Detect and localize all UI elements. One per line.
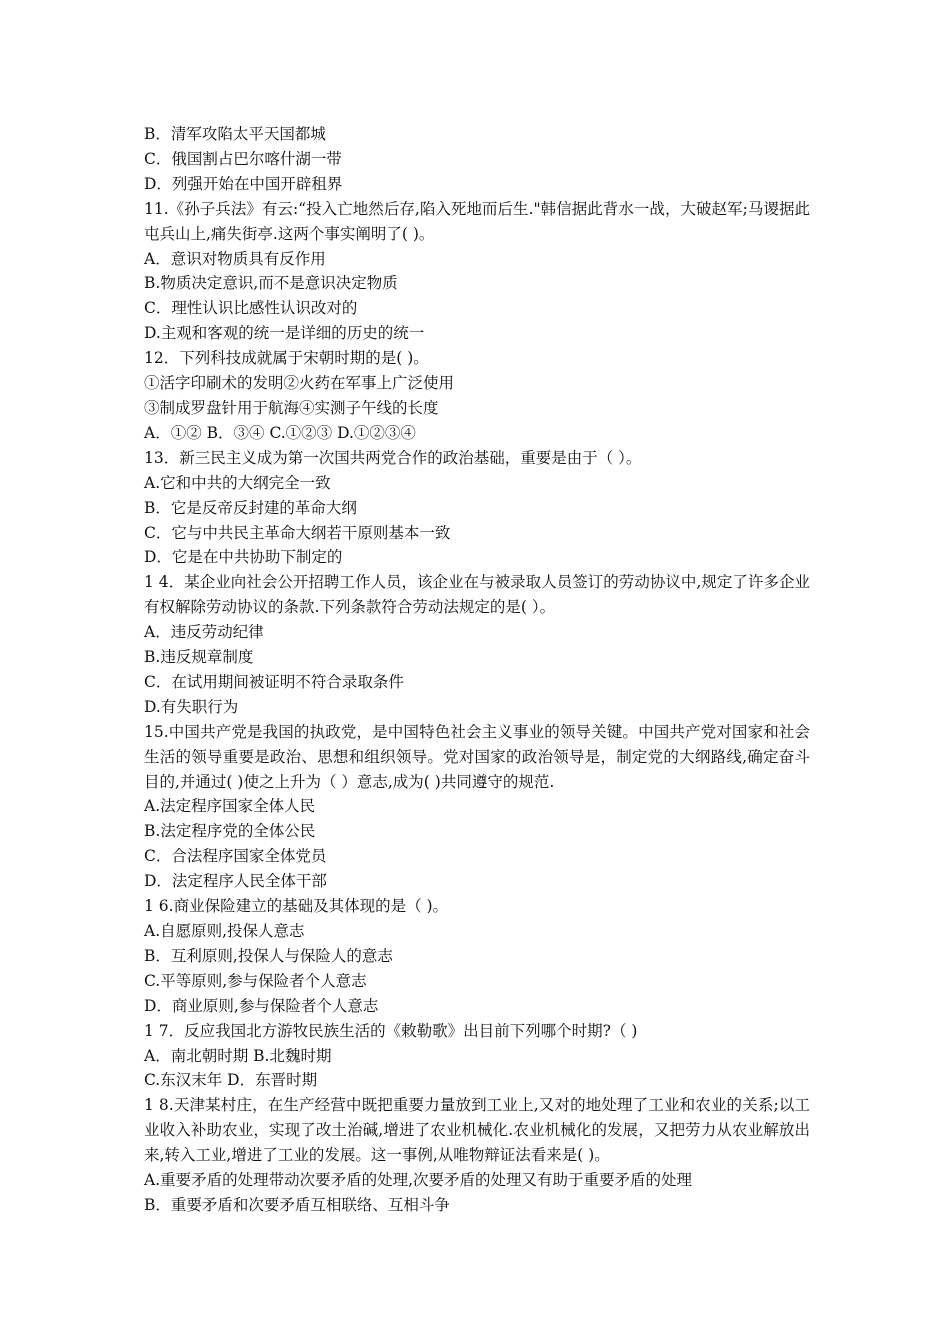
- document-line: C．在试用期间被证明不符合录取条件: [144, 672, 404, 691]
- document-line: A.它和中共的大纲完全一致: [144, 473, 331, 492]
- document-line: B．重要矛盾和次要矛盾互相联络、互相斗争: [144, 1195, 450, 1214]
- document-line: B．互利原则,投保人与保险人的意志: [144, 946, 393, 965]
- document-line: 13．新三民主义成为第一次国共两党合作的政治基础，重要是由于（ ）。: [144, 448, 642, 467]
- document-line: C.东汉末年 D．东晋时期: [144, 1071, 318, 1090]
- document-line: C.平等原则,参与保险者个人意志: [144, 971, 367, 990]
- document-line: A.自愿原则,投保人意志: [144, 922, 305, 940]
- document-line: B.法定程序党的全体公民: [144, 822, 316, 841]
- document-line: 12．下列科技成就属于宋朝时期的是( )。: [144, 349, 429, 368]
- document-line: B.物质决定意识,而不是意识决定物质: [144, 274, 398, 293]
- document-line: D．它是在中共协助下制定的: [144, 548, 343, 567]
- document-line: 1 6.商业保险建立的基础及其体现的是（ )。: [144, 897, 449, 916]
- document-line: 11.《孙子兵法》有云:“投入亡地然后存,陷入死地而后生."韩信据此背水一战，大破赵军;马谡据此屯兵山上,痛失街亭.这两个事实阐明了( )。: [144, 199, 810, 243]
- document-line: C．合法程序国家全体党员: [144, 847, 327, 866]
- document-line: D．法定程序人民全体干部: [144, 872, 327, 891]
- document-line: A.法定程序国家全体人民: [144, 797, 316, 816]
- document-line: ①活字印刷术的发明②火药在军事上广泛使用: [144, 374, 455, 393]
- document-line: B．清军攻陷太平天国都城: [144, 125, 326, 143]
- document-page: [144, 122, 810, 1218]
- document-line: ③制成罗盘针用于航海④实测子午线的长度: [144, 398, 439, 417]
- document-line: C．它与中共民主革命大纲若干原则基本一致: [144, 523, 451, 542]
- document-line: 1 4．某企业向社会公开招聘工作人员，该企业在与被录取人员签订的劳动协议中,规定了许多企业有权解除劳动协议的条款.下列条款符合劳动法规定的是( ）。: [144, 573, 810, 617]
- document-line: A．意识对物质具有反作用: [144, 249, 326, 268]
- document-line: D.有失职行为: [144, 697, 239, 716]
- document-line: D．列强开始在中国开辟租界: [144, 174, 343, 193]
- document-line: A.重要矛盾的处理带动次要矛盾的处理,次要矛盾的处理又有助于重要矛盾的处理: [144, 1171, 693, 1190]
- document-line: D.主观和客观的统一是详细的历史的统一: [144, 324, 425, 343]
- document-line: 1 7．反应我国北方游牧民族生活的《敕勒歌》出目前下列哪个时期?（ ): [144, 1021, 638, 1040]
- document-line: 15.中国共产党是我国的执政党，是中国特色社会主义事业的领导关键。中国共产党对国家和社会生活的领导重要是政治、思想和组织领导。党对国家的政治领导是，制定党的大纲路线,确定奋斗目的,并通过( )使之上升为（ ）意志,成为( )共同遵守的规范.: [144, 722, 810, 791]
- document-line: B．它是反帝反封建的革命大纲: [144, 498, 357, 517]
- document-line: C．理性认识比感性认识改对的: [144, 299, 358, 318]
- document-line: B.违反规章制度: [144, 648, 254, 667]
- document-line: A．南北朝时期 B.北魏时期: [144, 1046, 332, 1065]
- document-line: C．俄国割占巴尔喀什湖一带: [144, 149, 342, 168]
- document-line: A．违反劳动纪律: [144, 623, 264, 642]
- document-line: 1 8.天津某村庄，在生产经营中既把重要力量放到工业上,又对的地处理了工业和农业的关系;以工业收入补助农业，实现了改土治碱,增进了农业机械化.农业机械化的发展，又把劳力从农业解放出来,转入工业,增进了工业的发展。这一事例,从唯物辩证法看来是( )。: [144, 1096, 810, 1165]
- document-line: A．①② B．③④ C.①②③ D.①②③④: [144, 423, 416, 442]
- document-line: D．商业原则,参与保险者个人意志: [144, 996, 379, 1015]
